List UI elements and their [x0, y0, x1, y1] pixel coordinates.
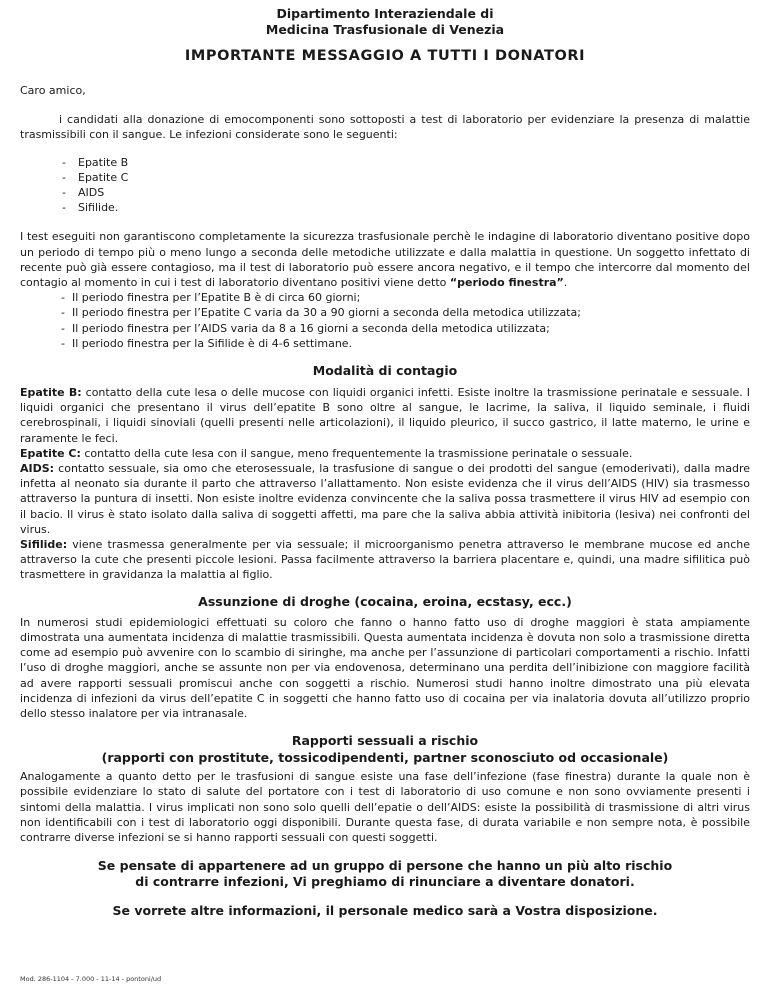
test-paragraph-end: .	[563, 276, 568, 290]
list-item: - Il periodo finestra per l’Epatite B è di circa 60 giorni;	[20, 290, 750, 305]
closing-line-2: di contrarre infezioni, Vi preghiamo di rinunciare a diventare donatori.	[135, 874, 635, 890]
department-header	[20, 6, 750, 38]
list-item: - AIDS	[20, 185, 750, 200]
list-item: - Epatite B	[20, 155, 750, 170]
department-line-2: Medicina Trasfusionale di Venezia	[265, 22, 505, 37]
contagion-label: AIDS:	[20, 462, 55, 476]
drugs-paragraph: In numerosi studi epidemiologici effettuati su coloro che fanno o hanno fatto uso di droghe maggiori è stata ampiamente dimostrata una aumentata incidenza di malattie trasmissibili. Questa aumentata incidenza è dovuta non solo a trasmissione diretta come ad esempio può avvenire con lo scambio di siringhe, ma anche per l’assunzione di particolari comportamenti a rischio. Infatti l’uso di droghe maggiori, anche se assunte non per via endovenosa, determinano una perdita dell’inibizione con maggiore facilità ad avere rapporti sessuali promiscui anche con soggetti a rischio. Numerosi studi hanno inoltre dimostrato una più elevata incidenza di infezioni da virus dell’epatite C in soggetti che hanno fatto uso di cocaina per via inalatoria dovuta all’utilizzo proprio dello stesso inalatore per via intranasale.	[20, 615, 750, 720]
page-title: IMPORTANTE MESSAGGIO A TUTTI I DONATORI	[184, 48, 586, 64]
contagion-aids	[20, 461, 750, 537]
contagion-text: contatto della cute lesa o delle mucose con liquidi organici infetti. Esiste inoltre la trasmissione perinatale e sessuale. I liquidi organici che presentano il virus dell’epatite B sono oltre al sangue, le lacrime, la saliva, il liquido seminale, i fluidi cerebrospinali, i liquidi sinoviali (quelli presenti nelle articolazioni), il liquido pleurico, il succo gastrico, il latte materno, le urine e raramente le feci.	[20, 386, 751, 445]
contagion-heading: Modalità di contagio	[312, 363, 458, 379]
closing-info: Se vorrete altre informazioni, il personale medico sarà a Vostra disposizione.	[112, 903, 658, 919]
closing-line-1: Se pensate di appartenere ad un gruppo di persone che hanno un più alto rischio	[97, 858, 673, 874]
contagion-label: Sifilide:	[20, 538, 68, 552]
closing-message	[20, 858, 750, 890]
contagion-label: Epatite C:	[20, 446, 81, 460]
list-item: - Il periodo finestra per la Sifilide è di 4-6 settimane.	[20, 336, 750, 351]
contagion-syphilis	[20, 537, 750, 583]
window-period-term: “periodo finestra”	[449, 276, 564, 290]
test-paragraph-text: I test eseguiti non garantiscono completamente la sicurezza trasfusionale perchè le indagine di laboratorio diventano positive dopo un periodo di tempo più o meno lungo a seconda delle metodiche utilizzate e dalla malattia in questione. Un soggetto infettato di recente può già essere contagioso, ma il test di laboratorio può essere ancora negativo, e il tempo che intercorre dal momento del contagio al momento in cui i test di laboratorio diventano positivi viene detto	[20, 230, 750, 290]
list-item: - Epatite C	[20, 170, 750, 185]
document-page	[20, 6, 750, 919]
sexual-heading: Rapporti sessuali a rischio	[291, 733, 479, 749]
window-period-list	[20, 290, 750, 351]
list-item: - Sifilide.	[20, 200, 750, 215]
contagion-text: contatto sessuale, sia omo che eterosessuale, la trasfusione di sangue o dei prodotti del sangue (emoderivati), dalla madre infetta al neonato sia durante il parto che attraverso l’allattamento. Non esiste evidenza che il virus dell’AIDS (HIV) sia trasmesso attraverso la puntura di insetti. Non esiste inoltre evidenza convincente che la saliva possa trasmettere il virus HIV ad esempio con il bacio. Il virus è stato isolato dalla saliva di soggetti affetti, ma pare che la saliva abbia attività inibitoria (lesiva) nei confronti del virus.	[20, 462, 750, 536]
infection-list	[20, 155, 750, 216]
sexual-subheading: (rapporti con prostitute, tossicodipendenti, partner sconosciuto od occasionale)	[101, 750, 669, 766]
form-code-footer: Mod. 286-1104 - 7.000 - 11-14 - pontoni/ud	[20, 975, 162, 983]
sexual-paragraph: Analogamente a quanto detto per le trasfusioni di sangue esiste una fase dell’infezione (fase finestra) durante la quale non è possibile evidenziare lo stato di salute del portatore con i test di laboratorio di uso comune e non sono ovviamente presenti i sintomi della malattia. I virus implicati non sono solo quelli dell’epatie o dell’AIDS: esiste la possibilità di trasmissione di altri virus non identificabili con i test di laboratorio oggi disponibili. Durante questa fase, di durata variabile e non sempre nota, è possibile contrarre diverse infezioni se si hanno rapporti sessuali con questi soggetti.	[20, 770, 750, 844]
intro-paragraph: i candidati alla donazione di emocomponenti sono sottoposti a test di laboratorio per evidenziare la presenza di malattie trasmissibili con il sangue. Le infezioni considerate sono le seguenti:	[20, 113, 750, 142]
drugs-heading: Assunzione di droghe (cocaina, eroina, ecstasy, ecc.)	[198, 593, 572, 609]
contagion-label: Epatite B:	[20, 386, 82, 400]
department-line-1: Dipartimento Interaziendale di	[276, 6, 494, 21]
list-item: - Il periodo finestra per l’AIDS varia da 8 a 16 giorni a seconda della metodica utilizzata;	[20, 321, 750, 336]
salutation: Caro amico,	[20, 84, 86, 97]
list-item: - Il periodo finestra per l’Epatite C varia da 30 a 90 giorni a seconda della metodica utilizzata;	[20, 305, 750, 320]
test-paragraph	[20, 229, 750, 290]
contagion-text: contatto della cute lesa con il sangue, meno frequentemente la trasmissione perinatale o sessuale.	[80, 446, 633, 460]
contagion-text: viene trasmessa generalmente per via sessuale; il microorganismo penetra attraverso le membrane mucose ed anche attraverso la cute che presenti piccole lesioni. Passa facilmente attraverso la barriera placentare e, quindi, una madre sifilitica può trasmettere in gravidanza la malattia al figlio.	[20, 538, 750, 582]
contagion-hep-b	[20, 385, 750, 446]
contagion-hep-c	[20, 446, 750, 461]
